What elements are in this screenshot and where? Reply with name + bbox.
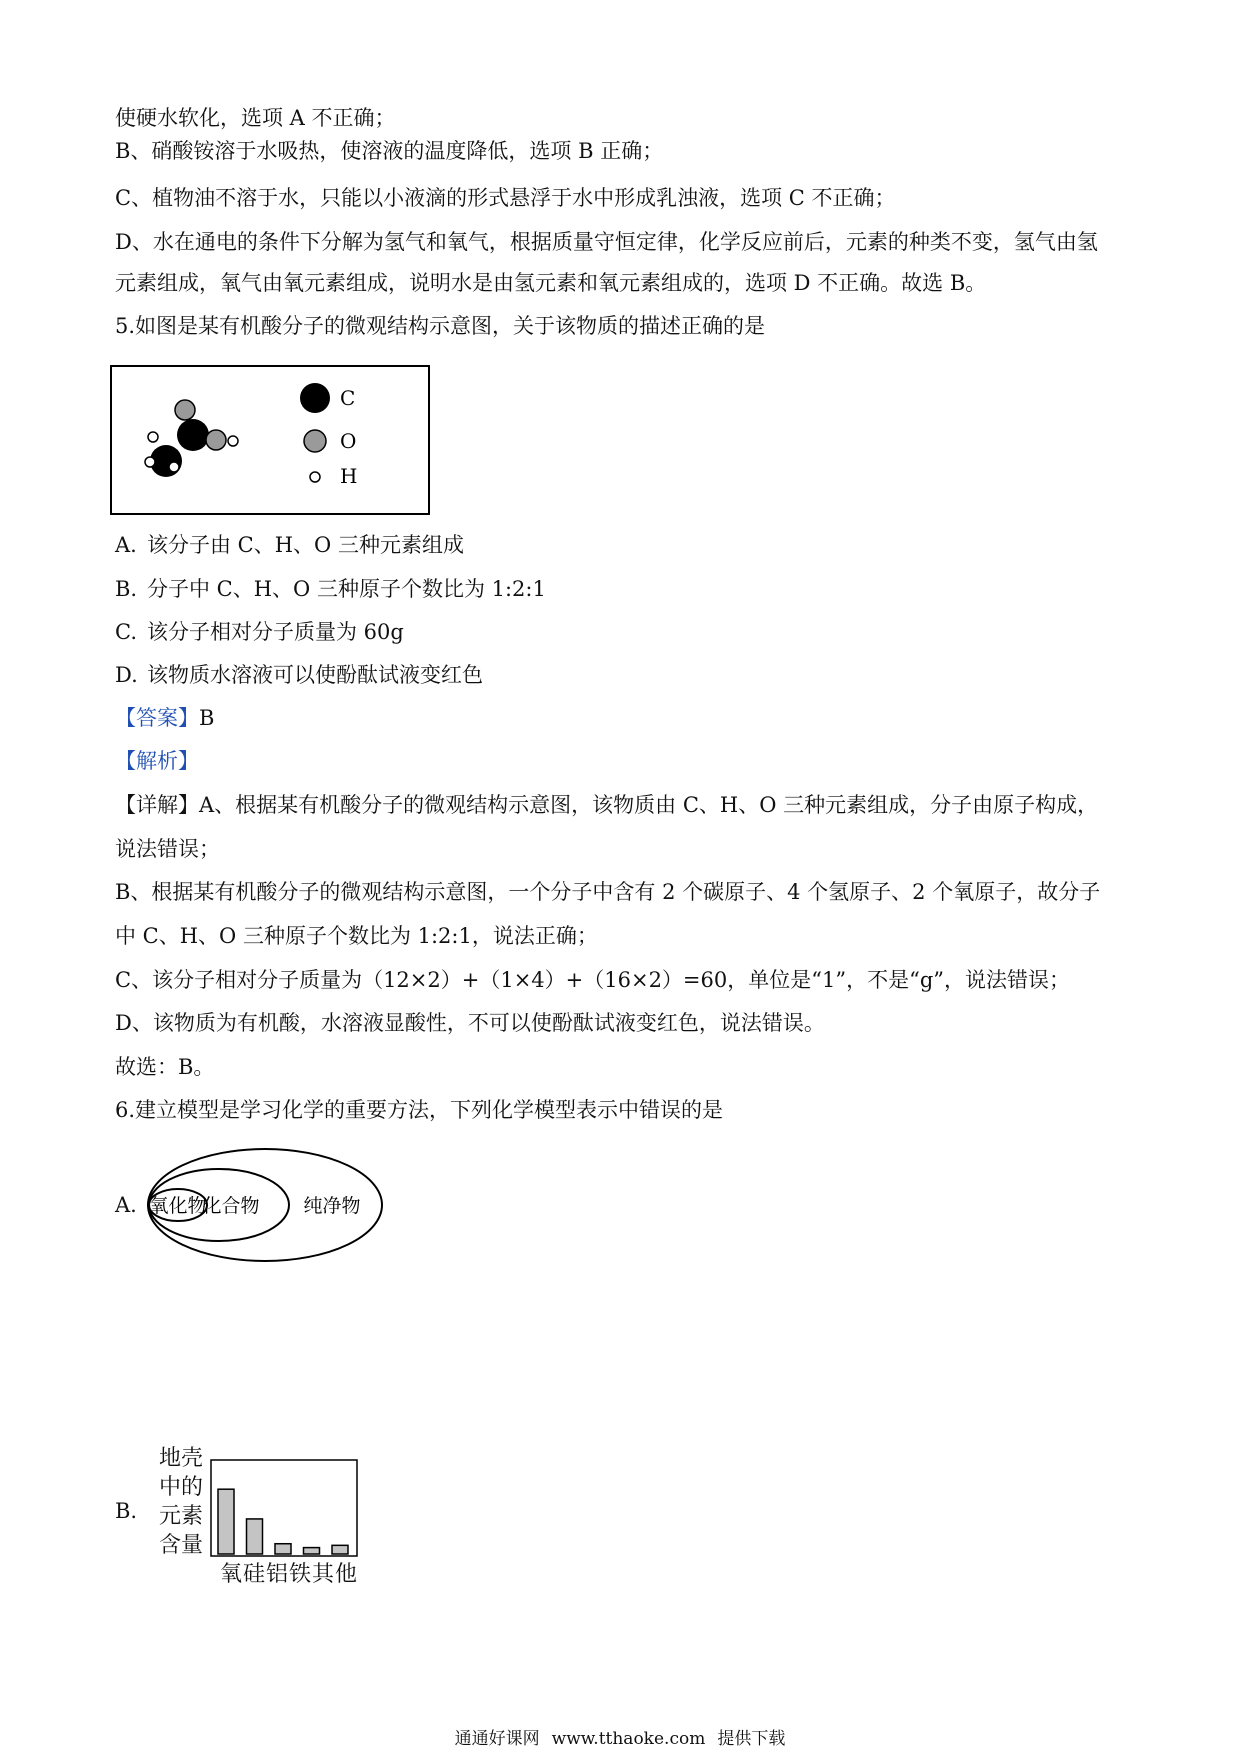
middle-label: 化合物 bbox=[202, 1195, 260, 1217]
ylabel-line: 中的 bbox=[158, 1475, 203, 1500]
q5-option-c bbox=[115, 617, 404, 647]
outer-label: 纯净物 bbox=[303, 1195, 361, 1217]
ylabel-line: 含量 bbox=[158, 1533, 203, 1558]
legend-h-label: H bbox=[340, 464, 358, 488]
option-text: 分子中 C、H、O 三种原子个数比为 1:2:1 bbox=[147, 577, 546, 601]
diagram-frame bbox=[111, 366, 429, 514]
page-footer bbox=[0, 1728, 1240, 1750]
q5-detail-line-7: 故选：B。 bbox=[115, 1055, 215, 1079]
q5-analysis-tag: 【解析】 bbox=[115, 749, 199, 773]
bar-其他 bbox=[332, 1545, 348, 1554]
option-text: 该物质水溶液可以使酚酞试液变红色 bbox=[147, 663, 483, 687]
legend-carbon-icon bbox=[300, 383, 330, 413]
hydrogen-atom-1 bbox=[228, 436, 238, 446]
crust-element-bar-chart bbox=[210, 1459, 358, 1557]
footer-site: 通通好课网 bbox=[454, 1729, 540, 1749]
bar-氧 bbox=[218, 1489, 234, 1554]
option-text: 该分子相对分子质量为 60g bbox=[147, 620, 404, 644]
legend-oxygen-icon bbox=[304, 430, 326, 452]
q6-option-b-letter: B. bbox=[115, 1499, 138, 1523]
carbon-atom-2 bbox=[177, 419, 209, 451]
option-text: 该分子由 C、H、O 三种元素组成 bbox=[147, 533, 464, 557]
q6-option-a-letter: A. bbox=[115, 1193, 137, 1217]
option-letter: A. bbox=[115, 533, 137, 557]
chart-ylabel bbox=[154, 1444, 208, 1560]
q5-detail-line-5: C、该分子相对分子质量为（12×2）+（1×4）+（16×2）=60，单位是“1”，不是“g”，说法错误； bbox=[115, 968, 1070, 992]
q5-option-a bbox=[115, 530, 464, 560]
ylabel-line: 地壳 bbox=[158, 1446, 203, 1471]
q5-answer bbox=[115, 703, 214, 733]
q4-line-2: B、硝酸铵溶于水吸热，使溶液的温度降低，选项 B 正确； bbox=[115, 139, 664, 163]
option-letter: D. bbox=[115, 663, 138, 687]
classification-venn-diagram bbox=[145, 1145, 385, 1265]
q4-line-1: 使硬水软化，选项 A 不正确； bbox=[115, 106, 396, 130]
q5-option-b bbox=[115, 574, 546, 604]
chart-category-labels: 氧硅铝铁其他 bbox=[220, 1562, 359, 1587]
bar-铁 bbox=[304, 1548, 320, 1554]
oxygen-atom-2 bbox=[206, 430, 226, 450]
q4-line-5: 元素组成，氧气由氧元素组成，说明水是由氢元素和氧元素组成的，选项 D 不正确。故选 B。 bbox=[115, 271, 987, 295]
ylabel-line: 元素 bbox=[158, 1504, 203, 1529]
option-letter: B. bbox=[115, 577, 138, 601]
option-letter: C. bbox=[115, 620, 137, 644]
q5-detail-line-1: 【详解】A、根据某有机酸分子的微观结构示意图，该物质由 C、H、O 三种元素组成，分子由原子构成， bbox=[115, 793, 1099, 817]
q5-stem: 5.如图是某有机酸分子的微观结构示意图，关于该物质的描述正确的是 bbox=[115, 314, 766, 338]
q5-detail-line-3: B、根据某有机酸分子的微观结构示意图，一个分子中含有 2 个碳原子、4 个氢原子、2 个氧原子，故分子 bbox=[115, 880, 1101, 904]
q4-line-4: D、水在通电的条件下分解为氢气和氧气，根据质量守恒定律，化学反应前后，元素的种类不变，氢气由氢 bbox=[115, 230, 1098, 254]
hydrogen-atom-4 bbox=[169, 462, 179, 472]
footer-url: www.tthaoke.com bbox=[551, 1729, 706, 1749]
q5-option-d bbox=[115, 660, 483, 690]
footer-note: 提供下载 bbox=[717, 1729, 786, 1749]
hydrogen-atom-2 bbox=[148, 432, 158, 442]
q5-detail-line-6: D、该物质为有机酸，水溶液显酸性，不可以使酚酞试液变红色，说法错误。 bbox=[115, 1011, 825, 1035]
legend-o-label: O bbox=[340, 429, 357, 453]
bar-铝 bbox=[275, 1544, 291, 1554]
q6-stem: 6.建立模型是学习化学的重要方法，下列化学模型表示中错误的是 bbox=[115, 1098, 724, 1122]
q4-line-3: C、植物油不溶于水，只能以小液滴的形式悬浮于水中形成乳浊液，选项 C 不正确； bbox=[115, 186, 896, 210]
molecule-diagram bbox=[110, 365, 430, 515]
hydrogen-atom-3 bbox=[145, 457, 155, 467]
legend-c-label: C bbox=[340, 386, 356, 410]
bar-硅 bbox=[247, 1519, 263, 1554]
oxygen-atom-1 bbox=[175, 400, 195, 420]
answer-value: B bbox=[199, 706, 215, 730]
q5-detail-line-2: 说法错误； bbox=[115, 837, 220, 861]
answer-tag: 【答案】 bbox=[115, 706, 199, 730]
q5-detail-line-4: 中 C、H、O 三种原子个数比为 1:2:1，说法正确； bbox=[115, 924, 598, 948]
inner-label: 氧化物 bbox=[149, 1195, 207, 1217]
legend-hydrogen-icon bbox=[310, 472, 320, 482]
